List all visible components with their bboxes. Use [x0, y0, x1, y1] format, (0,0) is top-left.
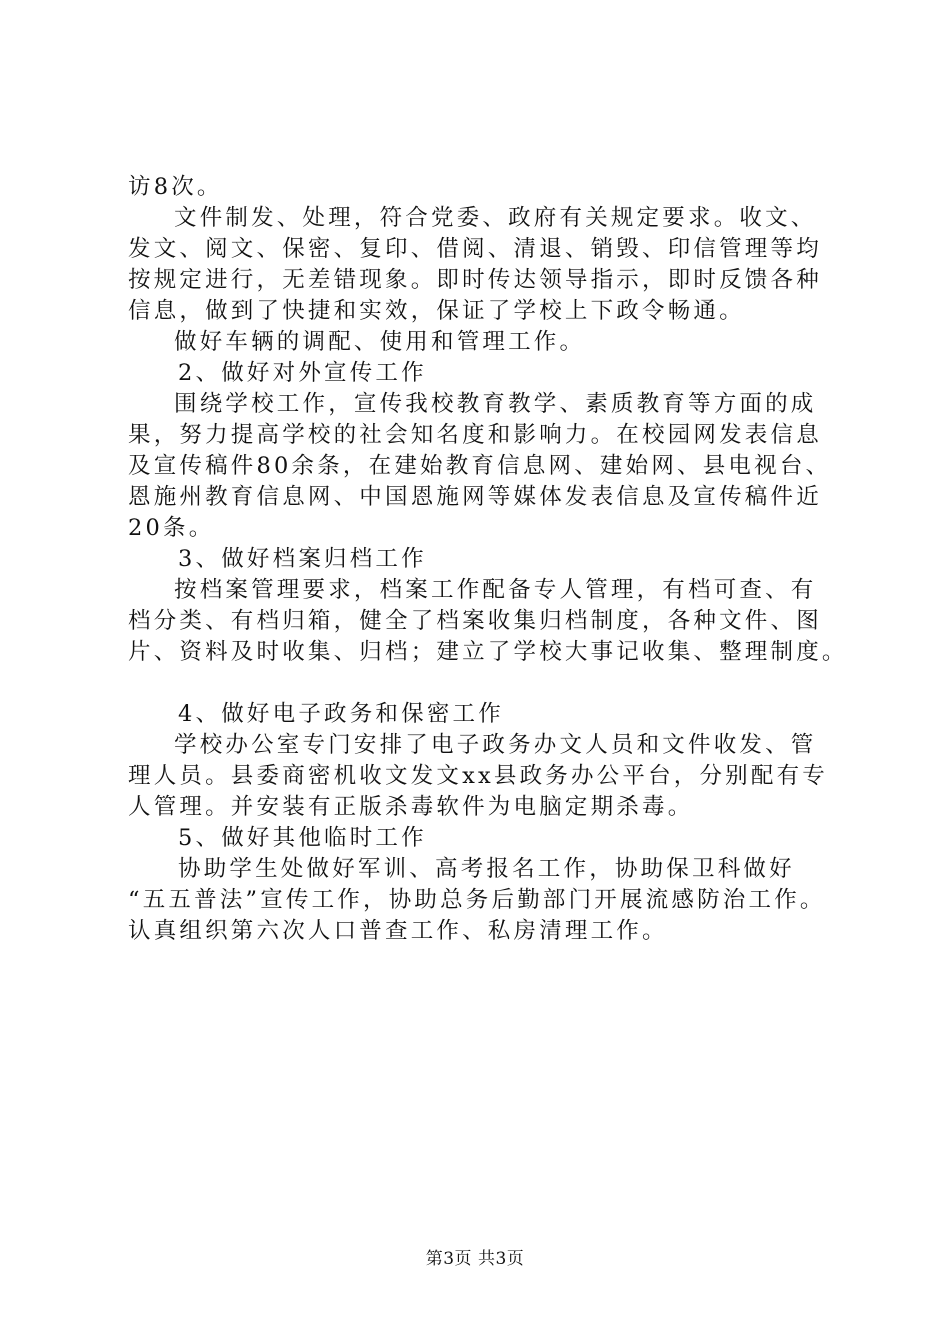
paragraph-gap — [128, 668, 858, 699]
text-line: 及宣传稿件80余条，在建始教育信息网、建始网、县电视台、 — [128, 453, 832, 479]
paragraph-line: 文件制发、处理，符合党委、政府有关规定要求。收文、 — [174, 205, 817, 231]
text-line: 信息，做到了快捷和实效，保证了学校上下政令畅通。 — [128, 298, 745, 324]
paragraph-line: 做好车辆的调配、使用和管理工作。 — [174, 329, 586, 355]
text-line: 档分类、有档归箱，健全了档案收集归档制度，各种文件、图 — [128, 608, 822, 634]
paragraph-line: 按档案管理要求，档案工作配备专人管理，有档可查、有 — [174, 577, 817, 603]
text-line: 理人员。县委商密机收文发文xx县政务办公平台，分别配有专 — [128, 763, 828, 789]
text-line: 按规定进行，无差错现象。即时传达领导指示，即时反馈各种 — [128, 267, 822, 293]
text-line: 果，努力提高学校的社会知名度和影响力。在校园网发表信息 — [128, 422, 822, 448]
section-heading: 5、做好其他临时工作 — [178, 825, 427, 851]
text-line: 20条。 — [128, 515, 215, 541]
document-body — [128, 172, 858, 947]
paragraph-line: 围绕学校工作，宣传我校教育教学、素质教育等方面的成 — [174, 391, 817, 417]
paragraph-line: 协助学生处做好军训、高考报名工作，协助保卫科做好 — [178, 856, 795, 882]
text-line: 访8次。 — [128, 174, 223, 200]
text-line: 人管理。并安装有正版杀毒软件为电脑定期杀毒。 — [128, 794, 694, 820]
paragraph-line: 学校办公室专门安排了电子政务办文人员和文件收发、管 — [174, 732, 817, 758]
text-line: 片、资料及时收集、归档；建立了学校大事记收集、整理制度。 — [128, 639, 848, 665]
section-heading: 3、做好档案归档工作 — [178, 546, 427, 572]
page-footer: 第3页 共3页 — [425, 1249, 525, 1269]
section-heading: 2、做好对外宣传工作 — [178, 360, 427, 386]
section-heading: 4、做好电子政务和保密工作 — [178, 701, 504, 727]
text-line: “五五普法”宣传工作，协助总务后勤部门开展流感防治工作。 — [128, 887, 826, 913]
text-line: 发文、阅文、保密、复印、借阅、清退、销毁、印信管理等均 — [128, 236, 822, 262]
text-line: 恩施州教育信息网、中国恩施网等媒体发表信息及宣传稿件近 — [128, 484, 822, 510]
text-line: 认真组织第六次人口普查工作、私房清理工作。 — [128, 918, 668, 944]
